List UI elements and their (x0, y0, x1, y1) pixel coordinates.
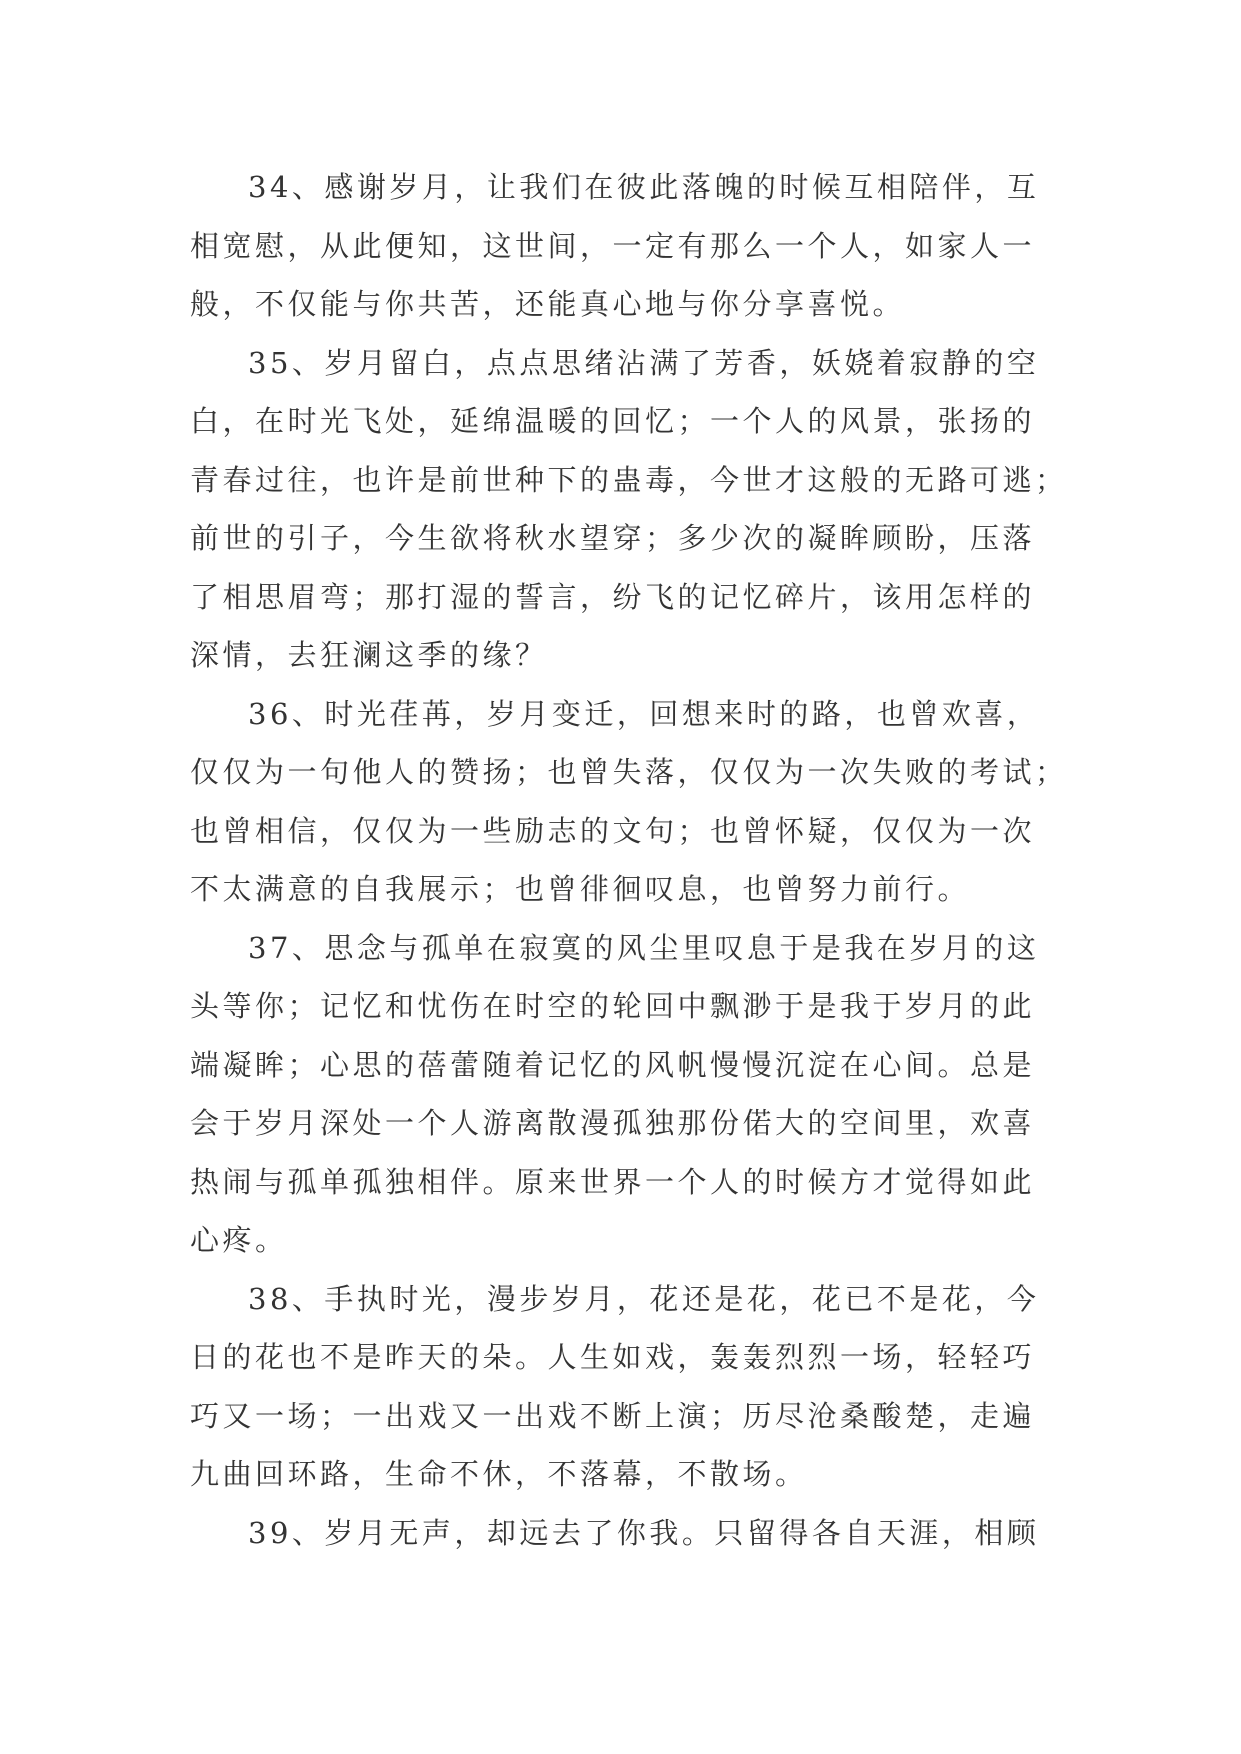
text-line: 白，在时光飞处，延绵温暖的回忆；一个人的风景，张扬的 (190, 404, 1036, 438)
text-line: 九曲回环路，生命不休，不落幕，不散场。 (190, 1457, 808, 1491)
paragraph-38 (190, 1270, 1050, 1504)
text-line: 35、岁月留白，点点思绪沾满了芳香，妖娆着寂静的空 (248, 345, 1040, 380)
paragraph-39 (190, 1504, 1050, 1563)
text-line: 深情，去狂澜这季的缘？ (190, 638, 548, 672)
text-line: 心疼。 (190, 1223, 288, 1257)
text-line: 38、手执时光，漫步岁月，花还是花，花已不是花，今 (248, 1281, 1040, 1316)
text-line: 了相思眉弯；那打湿的誓言，纷飞的记忆碎片，该用怎样的 (190, 579, 1036, 614)
text-line: 日的花也不是昨天的朵。人生如戏，轰轰烈烈一场，轻轻巧 (190, 1340, 1036, 1374)
text-line: 不太满意的自我展示；也曾徘徊叹息，也曾努力前行。 (190, 872, 971, 906)
document-body (190, 158, 1068, 1562)
paragraph-35 (190, 334, 1068, 685)
text-line: 37、思念与孤单在寂寞的风尘里叹息于是我在岁月的这 (248, 930, 1040, 965)
text-line: 会于岁月深处一个人游离散漫孤独那份偌大的空间里，欢喜 (190, 1106, 1036, 1140)
text-line: 也曾相信，仅仅为一些励志的文句；也曾怀疑，仅仅为一次 (190, 813, 1036, 848)
text-line: 巧又一场；一出戏又一出戏不断上演；历尽沧桑酸楚，走遍 (190, 1398, 1036, 1433)
text-line: 端凝眸；心思的蓓蕾随着记忆的风帆慢慢沉淀在心间。总是 (190, 1047, 1036, 1082)
text-line: 39、岁月无声，却远去了你我。只留得各自天涯，相顾 (248, 1515, 1040, 1550)
paragraph-34 (190, 158, 1050, 334)
text-line: 34、感谢岁月，让我们在彼此落魄的时候互相陪伴，互 (248, 170, 1040, 204)
paragraph-36 (190, 685, 1068, 919)
text-line: 头等你；记忆和忧伤在时空的轮回中飘渺于是我于岁月的此 (190, 989, 1036, 1023)
paragraph-37 (190, 919, 1050, 1270)
text-line: 仅仅为一句他人的赞扬；也曾失落，仅仅为一次失败的考试； (190, 755, 1068, 789)
text-line: 36、时光荏苒，岁月变迁，回想来时的路，也曾欢喜， (248, 696, 1040, 731)
text-line: 热闹与孤单孤独相伴。原来世界一个人的时候方才觉得如此 (190, 1164, 1036, 1199)
text-line: 相宽慰，从此便知，这世间，一定有那么一个人，如家人一 (190, 228, 1036, 263)
text-line: 般，不仅能与你共苦，还能真心地与你分享喜悦。 (190, 287, 906, 321)
text-line: 前世的引子，今生欲将秋水望穿；多少次的凝眸顾盼，压落 (190, 521, 1036, 555)
text-line: 青春过往，也许是前世种下的蛊毒，今世才这般的无路可逃； (190, 462, 1068, 497)
